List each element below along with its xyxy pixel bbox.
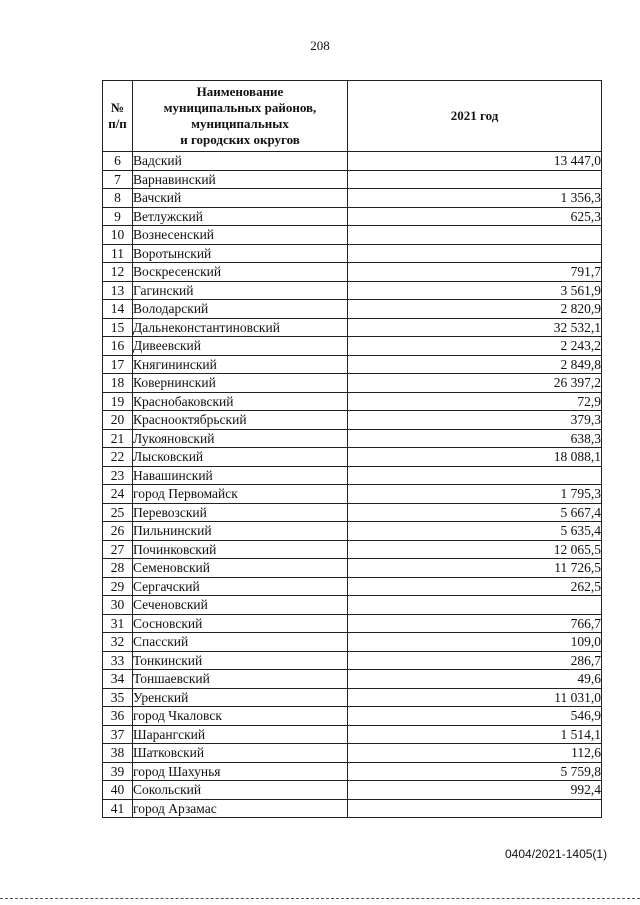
header-name-line: и городских округов bbox=[180, 132, 300, 147]
year-2021-value: 2 820,9 bbox=[348, 300, 602, 319]
year-2021-value bbox=[348, 596, 602, 615]
municipality-name: Дальнеконстантиновский bbox=[133, 318, 348, 337]
table-row bbox=[103, 300, 602, 319]
table-row bbox=[103, 762, 602, 781]
row-number: 30 bbox=[103, 596, 133, 615]
year-2021-value: 766,7 bbox=[348, 614, 602, 633]
year-2021-value: 2 243,2 bbox=[348, 337, 602, 356]
header-number bbox=[103, 81, 133, 152]
year-2021-value: 12 065,5 bbox=[348, 540, 602, 559]
year-2021-value bbox=[348, 170, 602, 189]
municipality-name: Шарангский bbox=[133, 725, 348, 744]
year-2021-value: 3 561,9 bbox=[348, 281, 602, 300]
table-body bbox=[103, 152, 602, 818]
municipality-name: Шатковский bbox=[133, 744, 348, 763]
row-number: 25 bbox=[103, 503, 133, 522]
table-row bbox=[103, 744, 602, 763]
table-row bbox=[103, 244, 602, 263]
table-row bbox=[103, 559, 602, 578]
row-number: 36 bbox=[103, 707, 133, 726]
table-row bbox=[103, 207, 602, 226]
municipality-name: Ковернинский bbox=[133, 374, 348, 393]
table-row bbox=[103, 281, 602, 300]
year-2021-value: 11 726,5 bbox=[348, 559, 602, 578]
table-row bbox=[103, 522, 602, 541]
header-number-line: п/п bbox=[108, 116, 127, 131]
municipality-name: Семеновский bbox=[133, 559, 348, 578]
table-row bbox=[103, 670, 602, 689]
municipality-name: Сокольский bbox=[133, 781, 348, 800]
municipality-name: Перевозский bbox=[133, 503, 348, 522]
row-number: 22 bbox=[103, 448, 133, 467]
table-row bbox=[103, 170, 602, 189]
table-row bbox=[103, 633, 602, 652]
row-number: 29 bbox=[103, 577, 133, 596]
row-number: 15 bbox=[103, 318, 133, 337]
row-number: 37 bbox=[103, 725, 133, 744]
header-name bbox=[133, 81, 348, 152]
table-row bbox=[103, 707, 602, 726]
municipality-name: Дивеевский bbox=[133, 337, 348, 356]
municipality-name: Краснооктябрьский bbox=[133, 411, 348, 430]
table-row bbox=[103, 651, 602, 670]
table-row bbox=[103, 318, 602, 337]
table-row bbox=[103, 466, 602, 485]
municipality-name: город Шахунья bbox=[133, 762, 348, 781]
municipality-name: Сосновский bbox=[133, 614, 348, 633]
year-2021-value: 11 031,0 bbox=[348, 688, 602, 707]
year-2021-value bbox=[348, 799, 602, 818]
municipality-name: город Арзамас bbox=[133, 799, 348, 818]
year-2021-value: 625,3 bbox=[348, 207, 602, 226]
row-number: 31 bbox=[103, 614, 133, 633]
table-row bbox=[103, 448, 602, 467]
row-number: 39 bbox=[103, 762, 133, 781]
table-row bbox=[103, 411, 602, 430]
municipality-name: Тонкинский bbox=[133, 651, 348, 670]
year-2021-value: 112,6 bbox=[348, 744, 602, 763]
year-2021-value: 379,3 bbox=[348, 411, 602, 430]
year-2021-value bbox=[348, 244, 602, 263]
municipality-name: Пильнинский bbox=[133, 522, 348, 541]
row-number: 35 bbox=[103, 688, 133, 707]
municipality-name: город Чкаловск bbox=[133, 707, 348, 726]
year-2021-value: 26 397,2 bbox=[348, 374, 602, 393]
municipality-name: Спасский bbox=[133, 633, 348, 652]
municipality-name: Воскресенский bbox=[133, 263, 348, 282]
row-number: 20 bbox=[103, 411, 133, 430]
municipality-name: Вадский bbox=[133, 152, 348, 171]
table-row bbox=[103, 374, 602, 393]
year-2021-value: 791,7 bbox=[348, 263, 602, 282]
year-2021-value bbox=[348, 466, 602, 485]
municipality-name: Вачский bbox=[133, 189, 348, 208]
municipality-name: Лысковский bbox=[133, 448, 348, 467]
table-row bbox=[103, 725, 602, 744]
year-2021-value: 32 532,1 bbox=[348, 318, 602, 337]
municipality-name: Ветлужский bbox=[133, 207, 348, 226]
row-number: 14 bbox=[103, 300, 133, 319]
table-row bbox=[103, 355, 602, 374]
table-row bbox=[103, 596, 602, 615]
table-row bbox=[103, 263, 602, 282]
row-number: 24 bbox=[103, 485, 133, 504]
year-2021-value: 1 514,1 bbox=[348, 725, 602, 744]
municipal-table bbox=[102, 80, 602, 818]
municipality-name: Уренский bbox=[133, 688, 348, 707]
municipality-name: Княгининский bbox=[133, 355, 348, 374]
year-2021-value: 546,9 bbox=[348, 707, 602, 726]
row-number: 23 bbox=[103, 466, 133, 485]
header-number-line: № bbox=[110, 100, 125, 115]
row-number: 33 bbox=[103, 651, 133, 670]
header-name-line: муниципальных районов, bbox=[163, 100, 317, 115]
table-row bbox=[103, 503, 602, 522]
row-number: 12 bbox=[103, 263, 133, 282]
page-number: 208 bbox=[310, 38, 330, 53]
table-row bbox=[103, 614, 602, 633]
table-row bbox=[103, 485, 602, 504]
row-number: 21 bbox=[103, 429, 133, 448]
municipality-name: Варнавинский bbox=[133, 170, 348, 189]
row-number: 13 bbox=[103, 281, 133, 300]
municipality-name: Тоншаевский bbox=[133, 670, 348, 689]
page-bottom-divider bbox=[0, 898, 640, 899]
year-2021-value: 72,9 bbox=[348, 392, 602, 411]
table-row bbox=[103, 226, 602, 245]
year-2021-value: 5 759,8 bbox=[348, 762, 602, 781]
year-2021-value: 992,4 bbox=[348, 781, 602, 800]
year-2021-value: 286,7 bbox=[348, 651, 602, 670]
municipality-name: Володарский bbox=[133, 300, 348, 319]
table-row bbox=[103, 577, 602, 596]
table-row bbox=[103, 152, 602, 171]
row-number: 34 bbox=[103, 670, 133, 689]
year-2021-value: 2 849,8 bbox=[348, 355, 602, 374]
municipality-name: Сергачский bbox=[133, 577, 348, 596]
municipality-name: Лукояновский bbox=[133, 429, 348, 448]
row-number: 17 bbox=[103, 355, 133, 374]
municipality-name: Краснобаковский bbox=[133, 392, 348, 411]
row-number: 11 bbox=[103, 244, 133, 263]
row-number: 32 bbox=[103, 633, 133, 652]
year-2021-value: 638,3 bbox=[348, 429, 602, 448]
row-number: 41 bbox=[103, 799, 133, 818]
year-2021-value: 49,6 bbox=[348, 670, 602, 689]
row-number: 40 bbox=[103, 781, 133, 800]
table-header-row bbox=[103, 81, 602, 152]
year-2021-value bbox=[348, 226, 602, 245]
header-name-line: муниципальных bbox=[191, 116, 289, 131]
year-2021-value: 262,5 bbox=[348, 577, 602, 596]
row-number: 16 bbox=[103, 337, 133, 356]
table-row bbox=[103, 429, 602, 448]
year-2021-value: 109,0 bbox=[348, 633, 602, 652]
row-number: 10 bbox=[103, 226, 133, 245]
municipality-name: город Первомайск bbox=[133, 485, 348, 504]
row-number: 18 bbox=[103, 374, 133, 393]
table-row bbox=[103, 799, 602, 818]
row-number: 28 bbox=[103, 559, 133, 578]
municipality-name: Навашинский bbox=[133, 466, 348, 485]
header-name-line: Наименование bbox=[196, 84, 284, 99]
year-2021-value: 1 795,3 bbox=[348, 485, 602, 504]
row-number: 8 bbox=[103, 189, 133, 208]
year-2021-value: 1 356,3 bbox=[348, 189, 602, 208]
municipality-name: Починковский bbox=[133, 540, 348, 559]
municipality-name: Гагинский bbox=[133, 281, 348, 300]
row-number: 26 bbox=[103, 522, 133, 541]
row-number: 6 bbox=[103, 152, 133, 171]
year-2021-value: 18 088,1 bbox=[348, 448, 602, 467]
table-row bbox=[103, 688, 602, 707]
row-number: 7 bbox=[103, 170, 133, 189]
municipality-name: Вознесенский bbox=[133, 226, 348, 245]
row-number: 38 bbox=[103, 744, 133, 763]
row-number: 27 bbox=[103, 540, 133, 559]
municipality-name: Воротынский bbox=[133, 244, 348, 263]
table-row bbox=[103, 540, 602, 559]
year-2021-value: 13 447,0 bbox=[348, 152, 602, 171]
table-row bbox=[103, 189, 602, 208]
year-2021-value: 5 635,4 bbox=[348, 522, 602, 541]
municipality-name: Сеченовский bbox=[133, 596, 348, 615]
year-2021-value: 5 667,4 bbox=[348, 503, 602, 522]
header-year: 2021 год bbox=[348, 81, 602, 152]
row-number: 9 bbox=[103, 207, 133, 226]
table-row bbox=[103, 337, 602, 356]
document-code: 0404/2021-1405(1) bbox=[505, 847, 608, 861]
row-number: 19 bbox=[103, 392, 133, 411]
table-row bbox=[103, 781, 602, 800]
table-row bbox=[103, 392, 602, 411]
